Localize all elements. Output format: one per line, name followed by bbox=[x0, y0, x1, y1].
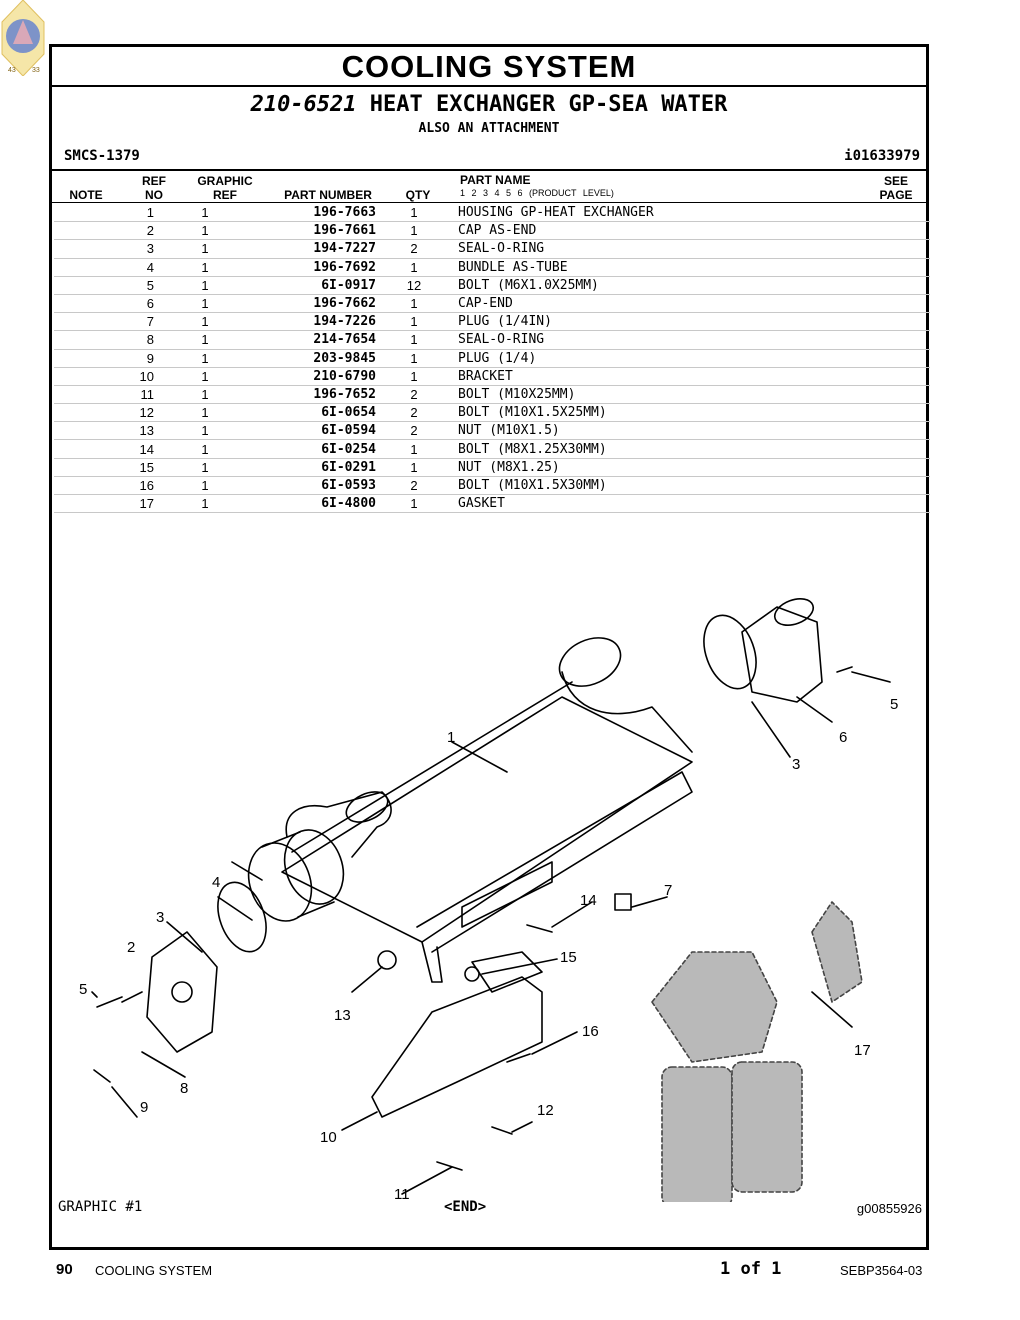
parts-row bbox=[54, 422, 930, 440]
attachment-note: ALSO AN ATTACHMENT bbox=[418, 121, 560, 136]
callout-2: 2 bbox=[127, 939, 136, 956]
quantity: 2 bbox=[376, 240, 452, 258]
logo-text-right: 33 bbox=[32, 67, 40, 74]
quantity: 1 bbox=[376, 313, 452, 331]
parts-row bbox=[54, 367, 930, 385]
header-divider bbox=[52, 169, 926, 171]
graphic-label: GRAPHIC #1 bbox=[58, 1199, 143, 1215]
parts-row bbox=[54, 258, 930, 276]
quantity: 1 bbox=[376, 440, 452, 458]
plug-left bbox=[94, 1070, 110, 1082]
callout-13: 13 bbox=[334, 1007, 351, 1024]
ref-no: 16 bbox=[54, 476, 184, 494]
part-name: BRACKET bbox=[452, 367, 930, 385]
callout-14: 14 bbox=[580, 892, 597, 909]
part-number: 203-9845 bbox=[226, 349, 376, 367]
callout-10: 10 bbox=[320, 1129, 337, 1146]
graphic-ref: 1 bbox=[184, 331, 226, 349]
group-number: 210-6521 bbox=[250, 92, 357, 117]
parts-row bbox=[54, 294, 930, 312]
ref-no: 9 bbox=[54, 349, 184, 367]
bracket bbox=[372, 977, 542, 1117]
parts-row bbox=[54, 276, 930, 294]
graphic-ref: 1 bbox=[184, 476, 226, 494]
bolt-right bbox=[837, 667, 852, 672]
quantity: 1 bbox=[376, 367, 452, 385]
callout-5-right: 5 bbox=[890, 696, 899, 713]
ref-no: 1 bbox=[54, 204, 184, 222]
footer-doc-id: SEBP3564-03 bbox=[840, 1263, 923, 1278]
graphic-ref: 1 bbox=[184, 367, 226, 385]
graphic-id: g00855926 bbox=[856, 1201, 922, 1216]
plug-7 bbox=[615, 894, 631, 910]
ident-code: i01633979 bbox=[844, 148, 920, 164]
ref-no: 5 bbox=[54, 276, 184, 294]
housing-outlet-right bbox=[562, 672, 692, 752]
part-number: 214-7654 bbox=[226, 331, 376, 349]
col-ref-bottom: NO bbox=[145, 188, 163, 202]
graphic-ref: 1 bbox=[184, 440, 226, 458]
part-number: 6I-4800 bbox=[226, 495, 376, 513]
quantity: 1 bbox=[376, 331, 452, 349]
group-name: HEAT EXCHANGER GP-SEA WATER bbox=[369, 92, 728, 117]
part-number: 210-6790 bbox=[226, 367, 376, 385]
part-name: PLUG (1/4) bbox=[452, 349, 930, 367]
end-cap-left bbox=[147, 932, 217, 1052]
col-ref-top: REF bbox=[142, 174, 166, 188]
parts-row bbox=[54, 331, 930, 349]
footer-page-number: 90 bbox=[56, 1261, 73, 1278]
quantity: 1 bbox=[376, 349, 452, 367]
o-ring-right bbox=[694, 608, 765, 696]
housing-mount-foot bbox=[462, 862, 552, 927]
parts-row bbox=[54, 385, 930, 403]
exhaust-pipe bbox=[812, 902, 862, 1002]
engine-filter-head bbox=[652, 952, 777, 1062]
part-name: BOLT (M8X1.25X30MM) bbox=[452, 440, 930, 458]
callout-6: 6 bbox=[839, 729, 848, 746]
bolt-lower-3 bbox=[507, 1054, 530, 1062]
column-header-divider bbox=[52, 202, 926, 203]
quantity: 2 bbox=[376, 385, 452, 403]
callout-4: 4 bbox=[212, 874, 221, 891]
quantity: 1 bbox=[376, 294, 452, 312]
col-part-name: PART NAME bbox=[460, 173, 531, 187]
group-heading bbox=[52, 92, 926, 117]
part-number: 196-7652 bbox=[226, 385, 376, 403]
graphic-ref: 1 bbox=[184, 276, 226, 294]
quantity: 1 bbox=[376, 222, 452, 240]
parts-row bbox=[54, 404, 930, 422]
bolt-upper bbox=[527, 925, 552, 932]
exploded-view-diagram bbox=[52, 522, 926, 1202]
part-name: BOLT (M10X25MM) bbox=[452, 385, 930, 403]
part-name: HOUSING GP-HEAT EXCHANGER bbox=[452, 204, 930, 222]
catalog-frame bbox=[49, 44, 929, 1250]
part-number: 6I-0254 bbox=[226, 440, 376, 458]
callout-15: 15 bbox=[560, 949, 577, 966]
part-number: 194-7227 bbox=[226, 240, 376, 258]
graphic-ref: 1 bbox=[184, 349, 226, 367]
end-cap-right bbox=[742, 607, 822, 702]
graphic-ref: 1 bbox=[184, 458, 226, 476]
smcs-code: SMCS-1379 bbox=[64, 148, 140, 164]
part-name: CAP-END bbox=[452, 294, 930, 312]
ref-no: 11 bbox=[54, 385, 184, 403]
quantity: 1 bbox=[376, 204, 452, 222]
graphic-ref: 1 bbox=[184, 240, 226, 258]
part-number: 196-7661 bbox=[226, 222, 376, 240]
callout-5-left: 5 bbox=[79, 981, 88, 998]
parts-table bbox=[54, 204, 930, 513]
part-number: 6I-0917 bbox=[226, 276, 376, 294]
part-name: SEAL-O-RING bbox=[452, 240, 930, 258]
callout-17: 17 bbox=[854, 1042, 871, 1059]
part-number: 196-7692 bbox=[226, 258, 376, 276]
callout-11: 11 bbox=[394, 1186, 410, 1202]
quantity: 2 bbox=[376, 404, 452, 422]
ref-no: 14 bbox=[54, 440, 184, 458]
col-part-number: PART NUMBER bbox=[284, 188, 372, 202]
ref-no: 7 bbox=[54, 313, 184, 331]
ref-no: 3 bbox=[54, 240, 184, 258]
ref-no: 15 bbox=[54, 458, 184, 476]
col-note: NOTE bbox=[69, 188, 103, 202]
ref-no: 8 bbox=[54, 331, 184, 349]
callout-12: 12 bbox=[537, 1102, 554, 1119]
quantity: 1 bbox=[376, 258, 452, 276]
graphic-ref: 1 bbox=[184, 294, 226, 312]
ref-no: 13 bbox=[54, 422, 184, 440]
part-name: BOLT (M10X1.5X30MM) bbox=[452, 476, 930, 494]
bolt-lower-2 bbox=[492, 1127, 512, 1134]
graphic-ref: 1 bbox=[184, 204, 226, 222]
housing-outlet-right-opening bbox=[552, 629, 629, 696]
col-see-bottom: PAGE bbox=[879, 188, 913, 202]
quantity: 2 bbox=[376, 422, 452, 440]
graphic-ref: 1 bbox=[184, 495, 226, 513]
graphic-ref: 1 bbox=[184, 313, 226, 331]
end-cap-left-boss bbox=[172, 982, 192, 1002]
graphic-ref: 1 bbox=[184, 385, 226, 403]
ref-no: 10 bbox=[54, 367, 184, 385]
ref-no: 6 bbox=[54, 294, 184, 312]
parts-row bbox=[54, 313, 930, 331]
col-product-levels: 1 2 3 4 5 6 (PRODUCT LEVEL) bbox=[460, 188, 614, 198]
part-number: 194-7226 bbox=[226, 313, 376, 331]
parts-row bbox=[54, 204, 930, 222]
tube-bundle-face bbox=[238, 834, 322, 930]
tube-bundle-side-top bbox=[262, 832, 300, 847]
part-name: NUT (M10X1.5) bbox=[452, 422, 930, 440]
ref-no: 2 bbox=[54, 222, 184, 240]
col-qty: QTY bbox=[405, 188, 431, 202]
part-number: 196-7662 bbox=[226, 294, 376, 312]
part-name: BOLT (M10X1.5X25MM) bbox=[452, 404, 930, 422]
parts-row bbox=[54, 495, 930, 513]
graphic-ref: 1 bbox=[184, 222, 226, 240]
nut-13 bbox=[378, 951, 396, 969]
parts-row bbox=[54, 476, 930, 494]
quantity: 1 bbox=[376, 458, 452, 476]
bolt-left bbox=[97, 997, 122, 1007]
col-graphic-bottom: REF bbox=[213, 188, 237, 202]
parts-row bbox=[54, 458, 930, 476]
footer-page-of: 1 of 1 bbox=[720, 1259, 782, 1279]
col-graphic-top: GRAPHIC bbox=[197, 174, 253, 188]
logo-text-left: 43 bbox=[8, 67, 16, 74]
ref-no: 4 bbox=[54, 258, 184, 276]
callout-3-right: 3 bbox=[792, 756, 801, 773]
quantity: 2 bbox=[376, 476, 452, 494]
footer-section: COOLING SYSTEM bbox=[95, 1263, 213, 1278]
callout-9: 9 bbox=[140, 1099, 149, 1116]
part-number: 6I-0291 bbox=[226, 458, 376, 476]
callout-1: 1 bbox=[447, 729, 456, 746]
end-marker: <END> bbox=[444, 1199, 487, 1215]
parts-row bbox=[54, 440, 930, 458]
nut-15 bbox=[465, 967, 479, 981]
graphic-ref: 1 bbox=[184, 258, 226, 276]
graphic-ref: 1 bbox=[184, 422, 226, 440]
bracket-arm bbox=[472, 952, 542, 992]
part-name: NUT (M8X1.25) bbox=[452, 458, 930, 476]
callout-16: 16 bbox=[582, 1023, 599, 1040]
parts-row bbox=[54, 349, 930, 367]
end-cap-right-outlet bbox=[771, 594, 817, 630]
part-number: 196-7663 bbox=[226, 204, 376, 222]
part-number: 6I-0654 bbox=[226, 404, 376, 422]
part-name: CAP AS-END bbox=[452, 222, 930, 240]
graphic-ref: 1 bbox=[184, 404, 226, 422]
part-number: 6I-0593 bbox=[226, 476, 376, 494]
section-title: COOLING SYSTEM bbox=[52, 49, 926, 87]
part-name: BUNDLE AS-TUBE bbox=[452, 258, 930, 276]
ref-no: 17 bbox=[54, 495, 184, 513]
oil-filter-left bbox=[662, 1067, 732, 1202]
parts-row bbox=[54, 240, 930, 258]
ref-no: 12 bbox=[54, 404, 184, 422]
part-number: 6I-0594 bbox=[226, 422, 376, 440]
part-name: BOLT (M6X1.0X25MM) bbox=[452, 276, 930, 294]
publisher-logo bbox=[0, 0, 46, 76]
callout-8: 8 bbox=[180, 1080, 189, 1097]
part-name: PLUG (1/4IN) bbox=[452, 313, 930, 331]
callout-7: 7 bbox=[664, 882, 673, 899]
part-name: GASKET bbox=[452, 495, 930, 513]
part-name: SEAL-O-RING bbox=[452, 331, 930, 349]
col-see-top: SEE bbox=[883, 174, 908, 188]
quantity: 1 bbox=[376, 495, 452, 513]
callout-3-left: 3 bbox=[156, 909, 165, 926]
housing-top-edge bbox=[292, 682, 572, 852]
oil-filter-right bbox=[732, 1062, 802, 1192]
quantity: 12 bbox=[376, 276, 452, 294]
parts-row bbox=[54, 222, 930, 240]
